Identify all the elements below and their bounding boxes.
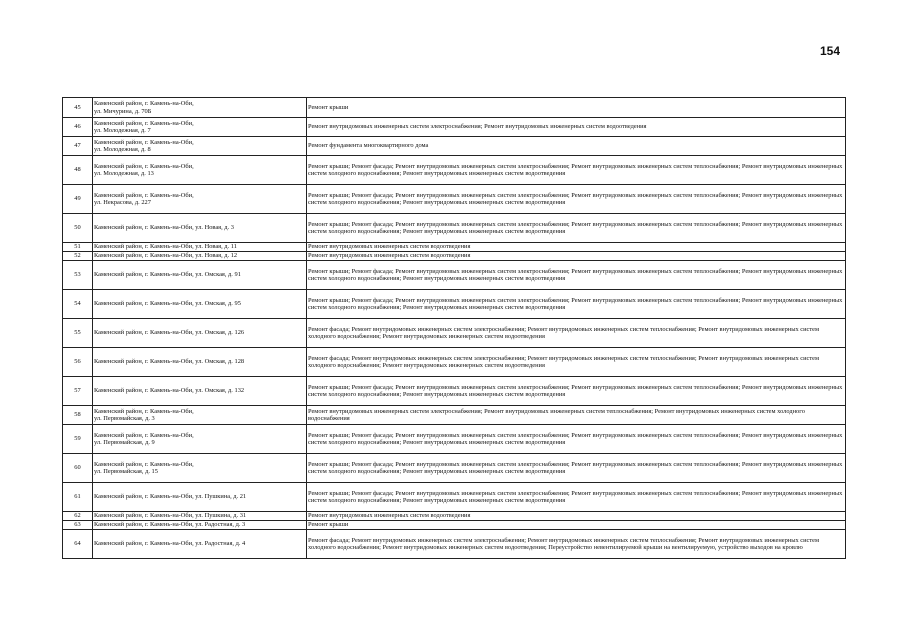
address-line: ул. Молодежная, д. 7 <box>94 127 151 134</box>
row-number-cell: 51 <box>63 243 93 252</box>
work-types-cell: Ремонт фасада; Ремонт внутридомовых инженерных систем электроснабжения; Ремонт внутридомовых инженерных систем теплоснабжения; Ремонт внутридомовых инженерных систем холодного водоснабжения; Ремонт внутридомовых инженерных систем водоотведения; Переустройство невентилируемой крыши на вентилируемую, устройство выходов на кровлю <box>307 530 846 559</box>
address-cell <box>93 156 307 185</box>
row-number-cell: 62 <box>63 512 93 521</box>
address-cell <box>93 521 307 530</box>
row-number-cell: 50 <box>63 214 93 243</box>
row-number-cell: 45 <box>63 98 93 118</box>
address-line: Каменский район, г. Камень-на-Оби, <box>94 460 194 468</box>
address-line: ул. Мичурина, д. 70Б <box>94 107 152 115</box>
address-line: Каменский район, г. Камень-на-Оби, ул. Новая, д. 11 <box>94 243 237 251</box>
row-number-cell: 58 <box>63 406 93 425</box>
address-cell <box>93 261 307 290</box>
work-types-cell: Ремонт внутридомовых инженерных систем электроснабжения; Ремонт внутридомовых инженерных систем водоотведения <box>307 118 846 137</box>
table-row <box>63 483 846 512</box>
address-line: Каменский район, г. Камень-на-Оби, <box>94 138 194 146</box>
address-cell <box>93 425 307 454</box>
address-line: Каменский район, г. Камень-на-Оби, <box>94 431 194 439</box>
table-row <box>63 425 846 454</box>
table-row <box>63 377 846 406</box>
work-types-cell: Ремонт крыши; Ремонт фасада; Ремонт внутридомовых инженерных систем электроснабжения; Ремонт внутридомовых инженерных систем теплоснабжения; Ремонт внутридомовых инженерных систем холодного водоснабжения; Ремонт внутридомовых инженерных систем водоотведения <box>307 483 846 512</box>
work-types-cell: Ремонт крыши; Ремонт фасада; Ремонт внутридомовых инженерных систем электроснабжения; Ремонт внутридомовых инженерных систем теплоснабжения; Ремонт внутридомовых инженерных систем холодного водоснабжения; Ремонт внутридомовых инженерных систем водоотведения <box>307 185 846 214</box>
table-row <box>63 252 846 261</box>
work-types-cell: Ремонт фундамента многоквартирного дома <box>307 137 846 156</box>
work-types-cell: Ремонт внутридомовых инженерных систем электроснабжения; Ремонт внутридомовых инженерных систем теплоснабжения; Ремонт внутридомовых инженерных систем холодного водоснабжения <box>307 406 846 425</box>
address-cell <box>93 290 307 319</box>
address-cell <box>93 137 307 156</box>
row-number-cell: 54 <box>63 290 93 319</box>
address-line: Каменский район, г. Камень-на-Оби, <box>94 407 194 415</box>
table-row <box>63 454 846 483</box>
work-types-cell: Ремонт крыши; Ремонт фасада; Ремонт внутридомовых инженерных систем электроснабжения; Ремонт внутридомовых инженерных систем теплоснабжения; Ремонт внутридомовых инженерных систем холодного водоснабжения; Ремонт внутридомовых инженерных систем водоотведения <box>307 425 846 454</box>
work-types-cell: Ремонт внутридомовых инженерных систем водоотведения <box>307 252 846 261</box>
address-cell <box>93 118 307 137</box>
address-line: Каменский район, г. Камень-на-Оби, <box>94 119 194 127</box>
address-line: Каменский район, г. Камень-на-Оби, ул. Радостная, д. 3 <box>94 521 246 529</box>
row-number-cell: 63 <box>63 521 93 530</box>
work-types-cell: Ремонт крыши; Ремонт фасада; Ремонт внутридомовых инженерных систем электроснабжения; Ремонт внутридомовых инженерных систем теплоснабжения; Ремонт внутридомовых инженерных систем холодного водоснабжения; Ремонт внутридомовых инженерных систем водоотведения <box>307 214 846 243</box>
address-line: Каменский район, г. Камень-на-Оби, ул. Пушкина, д. 31 <box>94 512 247 520</box>
address-cell <box>93 98 307 118</box>
table-body <box>63 98 846 559</box>
table-row <box>63 348 846 377</box>
address-cell <box>93 185 307 214</box>
row-number-cell: 55 <box>63 319 93 348</box>
row-number-cell: 52 <box>63 252 93 261</box>
address-line: ул. Первомайская, д. 3 <box>94 415 155 422</box>
table-row <box>63 406 846 425</box>
work-types-cell: Ремонт фасада; Ремонт внутридомовых инженерных систем электроснабжения; Ремонт внутридомовых инженерных систем теплоснабжения; Ремонт внутридомовых инженерных систем холодного водоснабжения; Ремонт внутридомовых инженерных систем водоотведения <box>307 348 846 377</box>
table-row <box>63 214 846 243</box>
work-types-cell: Ремонт крыши; Ремонт фасада; Ремонт внутридомовых инженерных систем электроснабжения; Ремонт внутридомовых инженерных систем теплоснабжения; Ремонт внутридомовых инженерных систем холодного водоснабжения; Ремонт внутридомовых инженерных систем водоотведения <box>307 290 846 319</box>
row-number-cell: 60 <box>63 454 93 483</box>
row-number-cell: 57 <box>63 377 93 406</box>
table-row <box>63 290 846 319</box>
row-number-cell: 53 <box>63 261 93 290</box>
table-row <box>63 118 846 137</box>
address-cell <box>93 406 307 425</box>
address-cell <box>93 252 307 261</box>
work-types-cell: Ремонт фасада; Ремонт внутридомовых инженерных систем электроснабжения; Ремонт внутридомовых инженерных систем теплоснабжения; Ремонт внутридомовых инженерных систем холодного водоснабжения; Ремонт внутридомовых инженерных систем водоотведения <box>307 319 846 348</box>
address-line: Каменский район, г. Камень-на-Оби, <box>94 100 194 108</box>
address-line: Каменский район, г. Камень-на-Оби, ул. Омская, д. 95 <box>94 300 241 308</box>
row-number-cell: 61 <box>63 483 93 512</box>
address-line: Каменский район, г. Камень-на-Оби, ул. Омская, д. 91 <box>94 271 241 279</box>
repair-registry-table <box>62 97 846 559</box>
address-cell <box>93 483 307 512</box>
address-cell <box>93 530 307 559</box>
row-number-cell: 47 <box>63 137 93 156</box>
address-line: Каменский район, г. Камень-на-Оби, ул. Омская, д. 128 <box>94 358 245 366</box>
address-line: Каменский район, г. Камень-на-Оби, ул. Омская, д. 126 <box>94 329 245 337</box>
address-cell <box>93 454 307 483</box>
address-cell <box>93 319 307 348</box>
address-line: Каменский район, г. Камень-на-Оби, ул. Новая, д. 12 <box>94 252 238 260</box>
address-line: Каменский район, г. Камень-на-Оби, <box>94 191 194 199</box>
work-types-cell: Ремонт крыши; Ремонт фасада; Ремонт внутридомовых инженерных систем электроснабжения; Ремонт внутридомовых инженерных систем теплоснабжения; Ремонт внутридомовых инженерных систем холодного водоснабжения; Ремонт внутридомовых инженерных систем водоотведения <box>307 377 846 406</box>
address-line: ул. Молодежная, д. 13 <box>94 170 154 177</box>
address-cell <box>93 348 307 377</box>
table-row <box>63 521 846 530</box>
row-number-cell: 49 <box>63 185 93 214</box>
table-row <box>63 319 846 348</box>
row-number-cell: 59 <box>63 425 93 454</box>
table-row <box>63 137 846 156</box>
row-number-cell: 48 <box>63 156 93 185</box>
address-line: Каменский район, г. Камень-на-Оби, ул. Новая, д. 3 <box>94 224 234 232</box>
address-line: Каменский район, г. Камень-на-Оби, ул. Пушкина, д. 21 <box>94 493 247 501</box>
work-types-cell: Ремонт крыши <box>307 521 846 530</box>
address-line: ул. Молодежная, д. 8 <box>94 146 151 153</box>
address-line: ул. Первомайская, д. 15 <box>94 468 158 475</box>
address-line: Каменский район, г. Камень-на-Оби, <box>94 162 194 170</box>
table-row <box>63 98 846 118</box>
table-row <box>63 512 846 521</box>
table-row <box>63 243 846 252</box>
work-types-cell: Ремонт крыши; Ремонт фасада; Ремонт внутридомовых инженерных систем электроснабжения; Ремонт внутридомовых инженерных систем теплоснабжения; Ремонт внутридомовых инженерных систем холодного водоснабжения; Ремонт внутридомовых инженерных систем водоотведения <box>307 261 846 290</box>
row-number-cell: 56 <box>63 348 93 377</box>
table-row <box>63 156 846 185</box>
address-line: Каменский район, г. Камень-на-Оби, ул. Омская, д. 132 <box>94 387 245 395</box>
work-types-cell: Ремонт крыши; Ремонт фасада; Ремонт внутридомовых инженерных систем электроснабжения; Ремонт внутридомовых инженерных систем теплоснабжения; Ремонт внутридомовых инженерных систем холодного водоснабжения; Ремонт внутридомовых инженерных систем водоотведения <box>307 454 846 483</box>
table-row <box>63 185 846 214</box>
table-row <box>63 530 846 559</box>
address-cell <box>93 214 307 243</box>
work-types-cell: Ремонт внутридомовых инженерных систем водоотведения <box>307 512 846 521</box>
work-types-cell: Ремонт крыши; Ремонт фасада; Ремонт внутридомовых инженерных систем электроснабжения; Ремонт внутридомовых инженерных систем теплоснабжения; Ремонт внутридомовых инженерных систем холодного водоснабжения; Ремонт внутридомовых инженерных систем водоотведения <box>307 156 846 185</box>
work-types-cell: Ремонт крыши <box>307 98 846 118</box>
address-line: Каменский район, г. Камень-на-Оби, ул. Радостная, д. 4 <box>94 540 246 548</box>
page-number: 154 <box>820 44 841 58</box>
work-types-cell: Ремонт внутридомовых инженерных систем водоотведения <box>307 243 846 252</box>
address-cell <box>93 243 307 252</box>
address-line: ул. Первомайская, д. 9 <box>94 439 155 446</box>
table-row <box>63 261 846 290</box>
address-cell <box>93 512 307 521</box>
address-line: ул. Некрасова, д. 227 <box>94 199 151 206</box>
address-cell <box>93 377 307 406</box>
row-number-cell: 46 <box>63 118 93 137</box>
row-number-cell: 64 <box>63 530 93 559</box>
